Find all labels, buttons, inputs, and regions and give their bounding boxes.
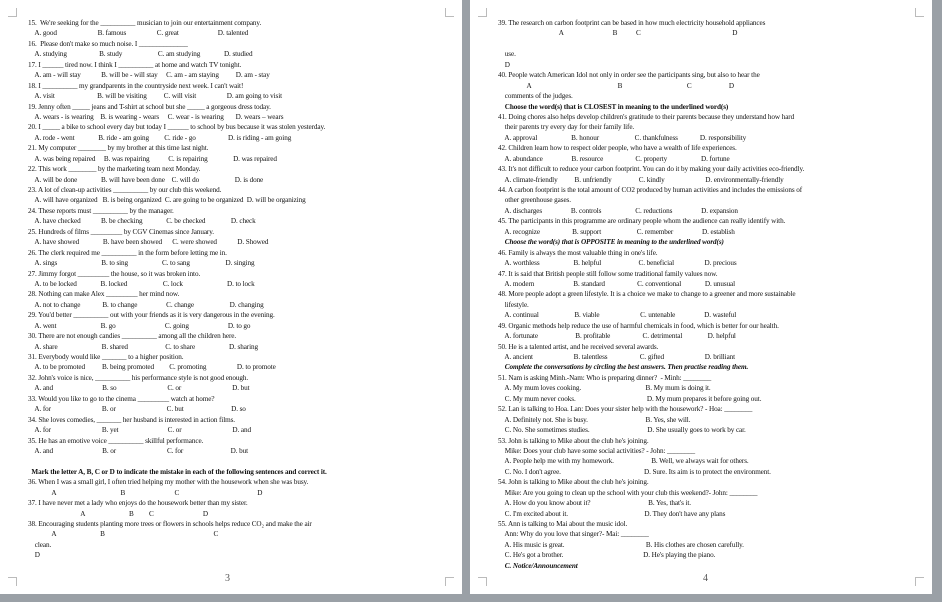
text-line: 40. People watch American Idol not only in order see the participants sing, but also to hear the xyxy=(498,71,760,80)
text-line: D xyxy=(498,60,510,69)
text-line: 50. He is a talented artist, and he received several awards. xyxy=(498,342,659,351)
text-line: 46. Family is always the most valuable thing in one's life. xyxy=(498,248,658,257)
text-line: A. went B. go C. going D. to go xyxy=(28,321,251,330)
text-line: A. was being repaired B. was repairing C. is repairing D. was repaired xyxy=(28,154,277,163)
page-3-text xyxy=(28,18,448,561)
page-4 xyxy=(470,0,932,594)
text-line: 37. I have never met a lady who enjoys do the housework better than my sister. xyxy=(28,499,248,508)
text-line: 41. Doing chores also helps develop children's gratitude to their parents because they understand how hard xyxy=(498,112,795,121)
text-line: A B C D xyxy=(498,29,738,38)
text-line: A. My mum loves cooking. B. My mum is doing it. xyxy=(498,384,711,393)
text-line: Mike: Are you going to clean up the school with your club this weekend?- John: ________ xyxy=(498,488,758,497)
text-line: 49. Organic methods help reduce the use of harmful chemicals in food, which is better for our health. xyxy=(498,321,779,330)
text-line: A. worthless B. helpful C. beneficial D. precious xyxy=(498,259,737,268)
text-line xyxy=(28,456,448,466)
text-line: C. My mum never cooks. D. My mum prepares it before going out. xyxy=(498,394,762,403)
text-line: 27. Jimmy forgot _________ the house, so it was broken into. xyxy=(28,269,201,278)
page-number: 3 xyxy=(225,573,230,584)
text-line: 48. More people adopt a green lifestyle. It is a choice we make to change to a greener and more sustainable xyxy=(498,290,796,299)
text-line: 29. You'd better __________ out with your friends as it is very dangerous in the evening. xyxy=(28,311,275,320)
text-line: 34. She loves comedies, _______ her husband is interested in action films. xyxy=(28,415,235,424)
text-line: A. have showed B. have been showed C. were showed D. Showed xyxy=(28,238,269,247)
text-line: 33. Would you like to go to the cinema _________ watch at home? xyxy=(28,394,215,403)
text-line: 52. Lan is talking to Hoa. Lan: Does your sister help with the housework? - Hoa: ________ xyxy=(498,405,753,414)
text-line: A. will be done B. will have been done C. will do D. is done xyxy=(28,175,264,184)
text-line: A. climate-friendly B. unfriendly C. kindly D. environmentally-friendly xyxy=(498,175,784,184)
text-line: Complete the conversations by circling the best answers. Then practise reading them. xyxy=(498,363,749,372)
text-line: C. He's got a brother. D. He's playing the piano. xyxy=(498,551,716,560)
text-line: A. and B. or C. for D. but xyxy=(28,446,248,455)
text-line: Mark the letter A, B, C or D to indicate the mistake in each of the following sentences and correct it. xyxy=(28,467,327,476)
text-line: 31. Everybody would like _______ to a higher position. xyxy=(28,353,184,361)
text-line: 54. John is talking to Mike about the club he's joining. xyxy=(498,478,649,487)
text-line: their parents try every day for their family life. xyxy=(498,123,635,132)
crop-mark xyxy=(478,577,487,586)
text-line: C. Notice/Announcement xyxy=(498,561,578,570)
text-line: A. and B. so C. or D. but xyxy=(28,384,250,393)
text-line: A. for B. yet C. or D. and xyxy=(28,426,251,435)
text-line: A. not to change B. to change C. change D. changing xyxy=(28,300,264,309)
text-line: 43. It's not difficult to reduce your carbon footprint. You can do it by making your daily activities eco-friendly. xyxy=(498,165,805,174)
text-line: A. visit B. will be visiting C. will visit D. am going to visit xyxy=(28,92,283,101)
text-line: 42. Children learn how to respect older people, who have a wealth of life experiences. xyxy=(498,144,737,153)
text-line: A B C xyxy=(28,530,219,539)
text-line: clean. xyxy=(28,540,52,549)
text-line: A B C D xyxy=(498,81,734,90)
text-line xyxy=(498,39,918,49)
text-line: A. ancient B. talentless C. gifted D. brilliant xyxy=(498,353,736,361)
text-line: 55. Ann is talking to Mai about the music idol. xyxy=(498,520,628,528)
crop-mark xyxy=(8,8,17,17)
text-line: 30. There are not enough candies __________ among all the children here. xyxy=(28,332,237,341)
text-line: A. good B. famous C. great D. talented xyxy=(28,29,249,38)
text-line: A. am - will stay B. will be - will stay C. am - am staying D. am - stay xyxy=(28,71,270,80)
text-line: 51. Nam is asking Minh.-Nam: Who is preparing dinner? - Minh: ________ xyxy=(498,373,712,382)
text-line: Mike: Does your club have some social activities? - John: ________ xyxy=(498,446,696,455)
text-line: 15. We're seeking for the __________ musician to join our entertainment company. xyxy=(28,19,262,27)
text-line: A. will have organized B. is being organized C. are going to be organized D. will be organizing xyxy=(28,196,306,205)
text-line: 16. Please don't make so much noise. I ______________ xyxy=(28,39,188,48)
text-line: 20. I _____ a bike to school every day but today I ______ to school by bus because it was stolen yesterday. xyxy=(28,123,326,132)
text-line: A. to be promoted B. being promoted C. promoting D. to promote xyxy=(28,363,276,372)
text-line: 53. John is talking to Mike about the club he's joining. xyxy=(498,436,649,445)
text-line: use. xyxy=(498,50,516,59)
text-line: A B C D xyxy=(28,488,263,497)
text-line: A. wears - is wearing B. is wearing - wears C. wear - is wearing D. wears – wears xyxy=(28,112,284,121)
text-line: 18. I __________ my grandparents in the countryside next week. I can't wait! xyxy=(28,81,244,90)
crop-mark xyxy=(8,577,17,586)
page-3 xyxy=(0,0,462,594)
text-line: A. to be locked B. locked C. lock D. to lock xyxy=(28,279,255,288)
text-line: A. rode - went B. ride - am going C. ride - go D. is riding - am going xyxy=(28,133,292,142)
text-line: 36. When I was a small girl, I often tried helping my mother with the housework when she was busy. xyxy=(28,478,309,487)
text-line: A. sings B. to sing C. to sang D. singing xyxy=(28,259,255,268)
text-line: 28. Nothing can make Alex _________ her mind now. xyxy=(28,290,180,299)
text-line: A. studying B. study C. am studying D. studied xyxy=(28,50,253,59)
text-line: 24. These reports must __________ by the manager. xyxy=(28,206,174,215)
text-line: other greenhouse gases. xyxy=(498,196,571,205)
text-line: Ann: Why do you love that singer?- Mai: ________ xyxy=(498,530,649,539)
text-line: A. fortunate B. profitable C. detrimental D. helpful xyxy=(498,332,736,341)
text-line: D xyxy=(28,551,40,560)
crop-mark xyxy=(478,8,487,17)
text-line: 38. Encouraging students planting more trees or flowers in schools helps reduce CO₂ and make the air xyxy=(28,520,312,528)
crop-mark xyxy=(915,577,924,586)
text-line: A. continual B. viable C. untenable D. wasteful xyxy=(498,311,737,320)
text-line: 17. I ______ tired now. I think I __________ at home and watch TV tonight. xyxy=(28,60,242,69)
text-line: 23. A lot of clean-up activities __________ by our club this weekend. xyxy=(28,186,222,194)
text-line: Choose the word(s) that is CLOSEST in meaning to the underlined word(s) xyxy=(498,102,729,111)
text-line: 35. He has an emotive voice __________ skillful performance. xyxy=(28,436,204,445)
text-line: A. People help me with my homework. B. Well, we always wait for others. xyxy=(498,457,749,466)
text-line: A. for B. or C. but D. so xyxy=(28,405,246,414)
text-line: 25. Hundreds of films _________ by CGV Cinemas since January. xyxy=(28,227,214,236)
text-line: A. abundance B. resource C. property D. fortune xyxy=(498,154,730,163)
text-line: A. His music is great. B. His clothes are chosen carefully. xyxy=(498,540,744,549)
text-line: C. I'm excited about it. D. They don't have any plans xyxy=(498,509,726,518)
crop-mark xyxy=(445,577,454,586)
text-line: C. No. She sometimes studies. D. She usually goes to work by car. xyxy=(498,426,746,435)
crop-mark xyxy=(445,8,454,17)
text-line: 45. The participants in this programme are ordinary people whom the audience can really identify with. xyxy=(498,217,786,226)
text-line: 32. John's voice is nice, __________ his performance style is not good enough. xyxy=(28,373,249,382)
text-line: A. Definitely not. She is busy. B. Yes, she will. xyxy=(498,415,691,424)
text-line: 39. The research on carbon footprint can be based in how much electricity household appliances xyxy=(498,19,766,27)
text-line: 26. The clerk required me __________ in the form before letting me in. xyxy=(28,248,227,257)
page-4-text xyxy=(498,18,918,571)
text-line: Choose the word(s) that is OPPOSITE in meaning to the underlined word(s) xyxy=(498,238,724,247)
crop-mark xyxy=(915,8,924,17)
text-line: 19. Jenny often _____ jeans and T-shirt at school but she _____ a gorgeous dress today. xyxy=(28,102,271,111)
text-line: A. recognize B. support C. remember D. establish xyxy=(498,227,735,236)
text-line: A. How do you know about it? B. Yes, that's it. xyxy=(498,499,691,508)
text-line: A. have checked B. be checking C. be checked D. check xyxy=(28,217,256,226)
text-line: 22. This work ________ by the marketing team next Monday. xyxy=(28,165,201,174)
text-line: A. share B. shared C. to share D. sharing xyxy=(28,342,258,351)
text-line: 44. A carbon footprint is the total amount of CO2 produced by human activities and includes the emissions of xyxy=(498,186,802,194)
text-line: 21. My computer ________ by my brother at this time last night. xyxy=(28,144,209,153)
page-number: 4 xyxy=(703,573,708,584)
text-line: comments of the judges. xyxy=(498,92,573,101)
text-line: C. No. I don't agree. D. Sure. Its aim is to protect the environment. xyxy=(498,467,771,476)
text-line: A. discharges B. controls C. reductions D. expansion xyxy=(498,206,738,215)
text-line: A B C D xyxy=(28,509,208,518)
text-line: A. modern B. standard C. conventional D. unusual xyxy=(498,279,736,288)
text-line: 47. It is said that British people still follow some traditional family values now. xyxy=(498,269,718,278)
text-line: A. approval B. honour C. thankfulness D. responsibility xyxy=(498,133,747,142)
text-line: lifestyle. xyxy=(498,300,529,309)
